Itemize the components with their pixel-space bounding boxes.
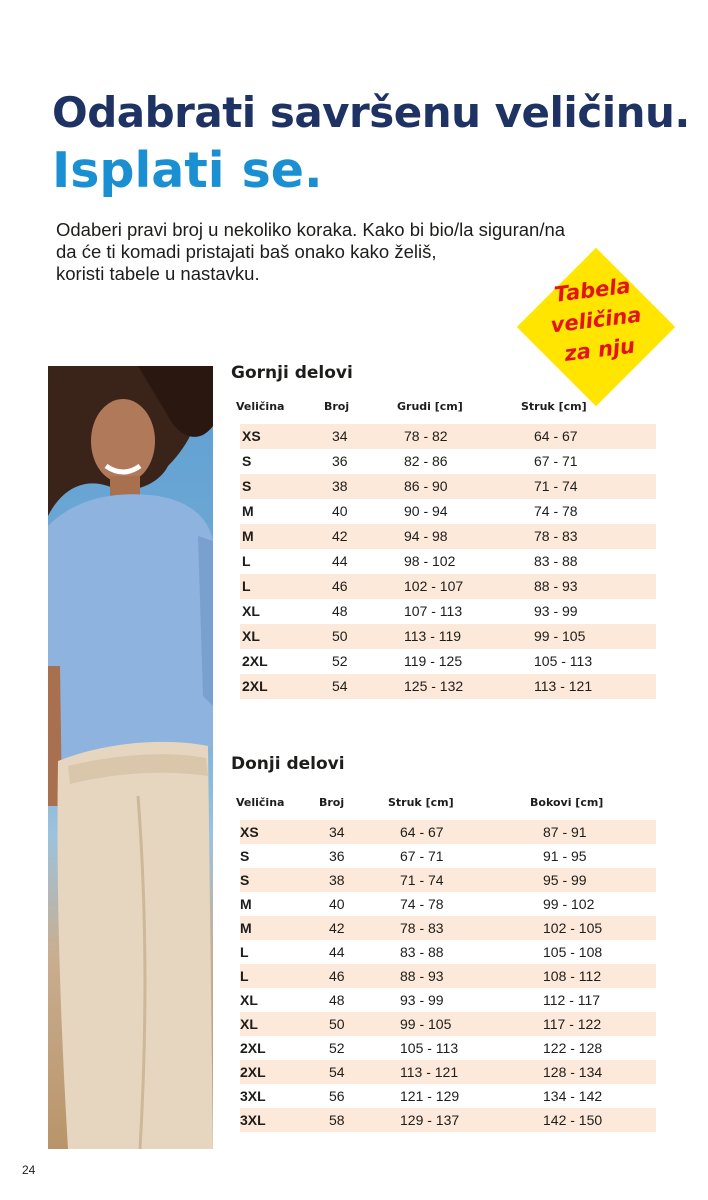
number-cell: 40 xyxy=(329,896,345,912)
tops-header-waist: Struk [cm] xyxy=(521,400,587,413)
tops-section-title: Gornji delovi xyxy=(231,363,353,383)
table-row xyxy=(240,449,656,474)
table-row xyxy=(240,844,656,868)
number-cell: 48 xyxy=(329,992,345,1008)
page-number: 24 xyxy=(22,1163,36,1177)
tops-header-size: Veličina xyxy=(236,400,285,413)
size-cell: XL xyxy=(242,603,260,619)
table-row xyxy=(240,1060,656,1084)
waist-cell: 105 - 113 xyxy=(400,1040,459,1056)
table-row xyxy=(240,1012,656,1036)
badge-line: za nju xyxy=(563,333,637,367)
table-row xyxy=(240,649,656,674)
bottoms-section-title: Donji delovi xyxy=(231,754,345,774)
size-table-badge xyxy=(516,247,676,407)
intro-line: Odaberi pravi broj u nekoliko koraka. Kako bi bio/la siguran/na xyxy=(56,219,566,240)
hips-cell: 87 - 91 xyxy=(543,824,587,840)
number-cell: 38 xyxy=(329,872,345,888)
table-row xyxy=(240,474,656,499)
waist-cell: 129 - 137 xyxy=(400,1112,460,1128)
number-cell: 40 xyxy=(332,503,348,519)
table-row xyxy=(240,1084,656,1108)
table-row xyxy=(240,674,656,699)
table-row xyxy=(240,892,656,916)
number-cell: 36 xyxy=(332,453,348,469)
number-cell: 56 xyxy=(329,1088,345,1104)
hips-cell: 108 - 112 xyxy=(543,968,602,984)
size-cell: XL xyxy=(242,628,260,644)
number-cell: 46 xyxy=(332,578,348,594)
bottoms-header-hips: Bokovi [cm] xyxy=(530,796,604,809)
bust-cell: 94 - 98 xyxy=(404,528,448,544)
waist-cell: 71 - 74 xyxy=(400,872,444,888)
size-cell: S xyxy=(240,872,250,888)
bust-cell: 82 - 86 xyxy=(404,453,448,469)
page-subtitle: Isplati se. xyxy=(52,142,323,199)
number-cell: 52 xyxy=(332,653,348,669)
number-cell: 50 xyxy=(329,1016,345,1032)
bust-cell: 113 - 119 xyxy=(404,628,462,644)
tops-size-table xyxy=(240,424,656,699)
hips-cell: 142 - 150 xyxy=(543,1112,603,1128)
size-cell: XL xyxy=(240,1016,258,1032)
bottoms-header-size: Veličina xyxy=(236,796,285,809)
waist-cell: 121 - 129 xyxy=(400,1088,460,1104)
bust-cell: 90 - 94 xyxy=(404,503,448,519)
number-cell: 54 xyxy=(329,1064,345,1080)
badge-text xyxy=(511,266,681,375)
waist-cell: 113 - 121 xyxy=(534,678,593,694)
table-row xyxy=(240,574,656,599)
size-cell: 2XL xyxy=(240,1064,266,1080)
number-cell: 42 xyxy=(332,528,348,544)
number-cell: 52 xyxy=(329,1040,345,1056)
waist-cell: 99 - 105 xyxy=(400,1016,452,1032)
hips-cell: 95 - 99 xyxy=(543,872,587,888)
waist-cell: 83 - 88 xyxy=(400,944,444,960)
waist-cell: 93 - 99 xyxy=(400,992,444,1008)
size-cell: M xyxy=(242,528,254,544)
waist-cell: 88 - 93 xyxy=(534,578,578,594)
bust-cell: 78 - 82 xyxy=(404,428,448,444)
tops-header-bust: Grudi [cm] xyxy=(397,400,463,413)
number-cell: 50 xyxy=(332,628,348,644)
hips-cell: 112 - 117 xyxy=(543,992,601,1008)
waist-cell: 74 - 78 xyxy=(534,503,578,519)
size-cell: 3XL xyxy=(240,1088,266,1104)
size-cell: S xyxy=(242,478,252,494)
size-cell: L xyxy=(240,944,249,960)
model-photo xyxy=(48,366,213,1149)
size-cell: S xyxy=(242,453,252,469)
size-cell: XL xyxy=(240,992,258,1008)
size-cell: 2XL xyxy=(240,1040,266,1056)
model-photo-illustration xyxy=(48,366,213,1149)
size-cell: M xyxy=(240,920,252,936)
waist-cell: 74 - 78 xyxy=(400,896,444,912)
hips-cell: 91 - 95 xyxy=(543,848,587,864)
waist-cell: 78 - 83 xyxy=(400,920,444,936)
size-cell: M xyxy=(240,896,252,912)
table-row xyxy=(240,549,656,574)
bottoms-header-waist: Struk [cm] xyxy=(388,796,454,809)
hips-cell: 128 - 134 xyxy=(543,1064,603,1080)
waist-cell: 88 - 93 xyxy=(400,968,444,984)
table-row xyxy=(240,1036,656,1060)
waist-cell: 64 - 67 xyxy=(534,428,578,444)
size-cell: 3XL xyxy=(240,1112,266,1128)
number-cell: 34 xyxy=(329,824,345,840)
page-title: Odabrati savršenu veličinu. xyxy=(52,88,690,137)
intro-line: koristi tabele u nastavku. xyxy=(56,263,260,284)
table-row xyxy=(240,524,656,549)
waist-cell: 64 - 67 xyxy=(400,824,444,840)
table-row xyxy=(240,624,656,649)
hips-cell: 134 - 142 xyxy=(543,1088,603,1104)
waist-cell: 67 - 71 xyxy=(400,848,444,864)
table-row xyxy=(240,424,656,449)
hips-cell: 99 - 102 xyxy=(543,896,595,912)
bust-cell: 98 - 102 xyxy=(404,553,456,569)
number-cell: 48 xyxy=(332,603,348,619)
number-cell: 36 xyxy=(329,848,345,864)
table-row xyxy=(240,1108,656,1132)
waist-cell: 78 - 83 xyxy=(534,528,578,544)
number-cell: 44 xyxy=(332,553,348,569)
table-row xyxy=(240,820,656,844)
tops-header-number: Broj xyxy=(324,400,350,413)
waist-cell: 83 - 88 xyxy=(534,553,578,569)
waist-cell: 93 - 99 xyxy=(534,603,578,619)
table-row xyxy=(240,916,656,940)
table-row xyxy=(240,988,656,1012)
number-cell: 54 xyxy=(332,678,348,694)
hips-cell: 102 - 105 xyxy=(543,920,603,936)
hips-cell: 105 - 108 xyxy=(543,944,603,960)
table-row xyxy=(240,868,656,892)
waist-cell: 99 - 105 xyxy=(534,628,586,644)
size-cell: L xyxy=(242,578,251,594)
number-cell: 46 xyxy=(329,968,345,984)
bust-cell: 102 - 107 xyxy=(404,578,464,594)
number-cell: 44 xyxy=(329,944,345,960)
size-cell: S xyxy=(240,848,250,864)
size-cell: XS xyxy=(240,824,259,840)
table-row xyxy=(240,499,656,524)
waist-cell: 113 - 121 xyxy=(400,1064,459,1080)
waist-cell: 105 - 113 xyxy=(534,653,593,669)
waist-cell: 71 - 74 xyxy=(534,478,578,494)
bust-cell: 86 - 90 xyxy=(404,478,448,494)
bottoms-header-number: Broj xyxy=(319,796,345,809)
badge-line: veličina xyxy=(549,302,643,338)
size-cell: 2XL xyxy=(242,653,268,669)
intro-line: da će ti komadi pristajati baš onako kako želiš, xyxy=(56,241,437,262)
size-cell: L xyxy=(242,553,251,569)
bottoms-size-table xyxy=(240,820,656,1132)
waist-cell: 67 - 71 xyxy=(534,453,578,469)
hips-cell: 122 - 128 xyxy=(543,1040,603,1056)
size-cell: L xyxy=(240,968,249,984)
bust-cell: 119 - 125 xyxy=(404,653,463,669)
bust-cell: 125 - 132 xyxy=(404,678,464,694)
bust-cell: 107 - 113 xyxy=(404,603,463,619)
hips-cell: 117 - 122 xyxy=(543,1016,602,1032)
size-cell: 2XL xyxy=(242,678,268,694)
table-row xyxy=(240,964,656,988)
number-cell: 38 xyxy=(332,478,348,494)
number-cell: 34 xyxy=(332,428,348,444)
number-cell: 42 xyxy=(329,920,345,936)
size-cell: XS xyxy=(242,428,261,444)
size-cell: M xyxy=(242,503,254,519)
table-row xyxy=(240,599,656,624)
table-row xyxy=(240,940,656,964)
number-cell: 58 xyxy=(329,1112,345,1128)
badge-line: Tabela xyxy=(552,273,632,307)
